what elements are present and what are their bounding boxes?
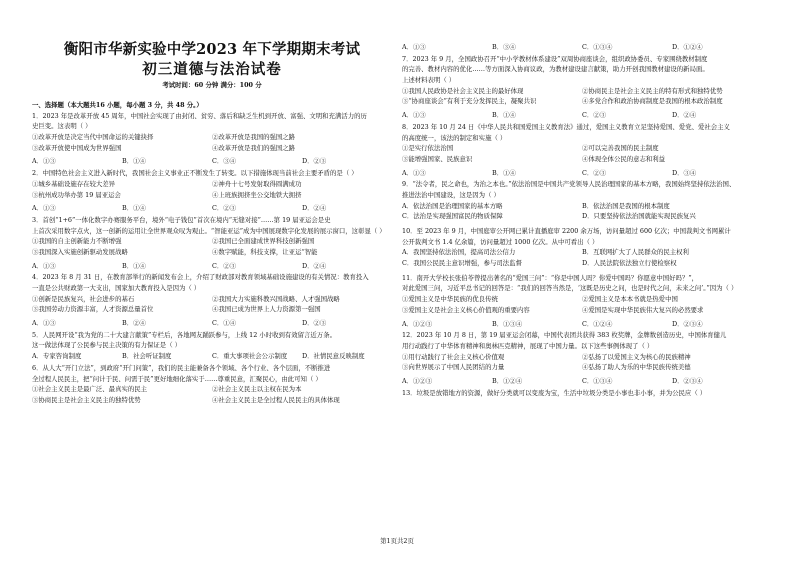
question-item	[32, 365, 392, 408]
statement-options	[402, 354, 762, 375]
question-text: 史巨变。这表明（ ）	[32, 122, 92, 131]
answer-choice: A．①③	[32, 261, 56, 270]
question-item	[32, 332, 392, 361]
statement-option: ②爱国主义是本本书就是热爱中国	[582, 295, 678, 304]
statement-options	[402, 296, 762, 317]
answer-choices	[32, 158, 392, 166]
answer-choice: D．②④	[302, 261, 327, 270]
statement-option: B．互联网扩大了人民群众的民主权利	[582, 248, 689, 257]
answer-choice: B．①④	[492, 168, 516, 177]
statement-option: ③“协商座谈会”有利于充分发挥民主，凝聚共识	[402, 97, 537, 106]
statement-option: C．法治是实现强国富民的物质保障	[402, 212, 503, 221]
question-item	[402, 390, 762, 398]
question-text: 10．至 2023 年 9 月，中国庭审公开网已累计直播庭审 2200 余万场，访问量超过 600 亿次；中国裁判文书网累计	[402, 227, 731, 235]
question-text: 的完善、教材内容的优化……等方面深入协商议政，为教材建设建言献策，助力开创我国教材建设的新局面。	[402, 65, 709, 74]
answer-choice: D．②③④	[672, 319, 703, 328]
question-text: 11．南开大学校长张伯苓曾提出著名的“爱国三问”：“你是中国人吗？你爱中国吗？你愿意中国好吗？”，	[402, 273, 698, 282]
statement-option: B．社会听证制度	[122, 352, 172, 361]
question-text: 推进法治中国建设，这是因为（ ）	[402, 190, 500, 199]
answer-choice: C．①④	[212, 319, 237, 328]
question-item	[402, 124, 762, 177]
question-text: 4．2023 年 8 月 31 日，在教育部举行的新闻发布会上，介绍了财政部对教育领域基础设施建设的有关情况：教育投入	[32, 273, 369, 282]
statement-option: ②协商民主是社会主义民主的特有形式和独特优势	[582, 86, 723, 95]
answer-choice: B．①④	[492, 111, 516, 120]
answer-choices	[32, 263, 392, 271]
statement-option: B．依法治国是我国的根本制度	[582, 201, 670, 210]
statement-option: ③我国深入实施创新驱动发展战略	[32, 247, 128, 256]
answer-choice: C．③④	[212, 157, 237, 166]
statement-option: C．我国公民民主意识增强，参与司法监督	[402, 259, 522, 268]
statement-options	[402, 249, 762, 270]
right-column	[402, 44, 762, 401]
section-heading: 一、选择题（本大题共16 小题，每小题 3 分，共 48 分。）	[32, 101, 203, 109]
exam-subtitle: 初三道德与法治试卷	[142, 61, 282, 78]
statement-options	[32, 386, 392, 407]
answer-choices	[32, 205, 392, 213]
answer-choice: A．①③	[32, 319, 56, 328]
question-text: 1．2023 年是改革开放 45 周年，中国社会实现了由封闭、贫穷、落后和缺乏生机到开放、富强、文明和充满活力的历	[32, 111, 367, 120]
statement-options	[402, 88, 762, 109]
statement-option: ④上班族拥挤坐公交地铁大拥挤	[212, 190, 302, 199]
question-text: 公开裁判文书 1.4 亿余篇，访问量超过 1000 亿次。从中可看出（ ）	[402, 237, 599, 246]
answer-choice: A．①②③	[402, 319, 433, 328]
statement-options	[402, 145, 762, 166]
answer-choice: B．①④	[122, 157, 146, 166]
answer-choice: A．①③	[32, 204, 56, 213]
statement-option: ③协商民主是社会主义民主的独特优势	[32, 395, 141, 404]
statement-option: ①创新是民族复兴，社会进步的基石	[32, 294, 135, 303]
answer-choice: D．②④	[302, 204, 327, 213]
statement-option: C．①③④	[582, 43, 613, 51]
statement-option: ④弘扬了助人为乐的中华民族传统美德	[582, 363, 691, 372]
answer-choices	[402, 170, 762, 178]
question-item	[32, 170, 392, 213]
answer-choice: D．②③	[302, 157, 327, 166]
statement-option: ①城乡基础设施存在较大差异	[32, 179, 116, 188]
question-item	[402, 228, 762, 271]
statement-option: A．我国坚持依法治国，提高司法公信力	[402, 248, 516, 257]
statement-option: A．①③	[402, 43, 426, 51]
statement-option: ①用行动践行了社会主义核心价值观	[402, 352, 505, 361]
question-text: 用行动践行了中华体育精神和奥林匹克精神，展现了中国力量。以下这些事例体现了（ ）	[402, 341, 654, 350]
question-text: 这一做法体现了公民参与民主决策的有力保证是（ ）	[32, 341, 182, 350]
left-column	[32, 98, 392, 412]
statement-option: ③杭州成功举办第 19 届亚运会	[32, 190, 121, 199]
statement-option: ④爱国是实现中华民族伟大复兴的必然要求	[582, 305, 704, 314]
statement-option: ④改革开放是我们的强国之路	[212, 143, 296, 152]
statement-option: ②可以完善我国的民主制度	[582, 144, 659, 153]
statement-option: ②神舟十七号发射取得圆满成功	[212, 179, 302, 188]
statement-option: ①改革开放是决定当代中国命运的关键抉择	[32, 133, 154, 142]
exam-title: 衡阳市华新实验中学2023 年下学期期末考试	[63, 41, 361, 58]
answer-choice: C．②③	[212, 204, 237, 213]
statement-option: ④社会主义民主是全过程人民民主的具体体现	[212, 395, 340, 404]
statement-option: ①是实行依法治国	[402, 144, 454, 153]
question-text: 5．人民网开设“我为党的二十大建言献策”专栏后，各地网友踊跃参与，上线 12 小时收到有效留言近万条。	[32, 330, 336, 339]
answer-choice: D．②④	[672, 111, 697, 120]
answer-choice: C．②③	[212, 261, 237, 270]
statement-option: ②弘扬了以爱国主义为核心的民族精神	[582, 352, 691, 361]
page-footer: 第1页共2页	[380, 537, 414, 545]
question-item	[402, 332, 762, 385]
answer-choice: A．①②③	[402, 376, 433, 385]
statement-option: ④体现全体公民的意志和利益	[582, 154, 666, 163]
question-item	[402, 44, 762, 52]
statement-option: D．社情民意反映制度	[302, 352, 365, 361]
statement-option: ③向世界展示了中国人民团结的力量	[402, 363, 505, 372]
statement-option: ②我国已全面建成世界科技创新强国	[212, 237, 315, 246]
answer-choices	[402, 321, 762, 329]
statement-options	[402, 44, 762, 52]
question-text: 对此爱国三问，习近平总书记的回答是：“我们的回答当然是，‘这既是历史之问，也是时代之问，未来之问’。”因为（ ）	[402, 284, 738, 293]
answer-choices	[402, 378, 762, 386]
question-item	[32, 274, 392, 327]
statement-option: ③能增强国家、民族意识	[402, 154, 473, 163]
question-text: 13．垃圾是放错地方的资源，做好分类就可以变废为宝，生活中垃圾分类是小事也非小事，并为公民应（ ）	[402, 388, 707, 397]
question-text: 8．2023 年 10 月 24 日《中华人民共和国爱国主义教育法》通过，爱国主义教育立足坚持爱国、爱党、爱社会主义	[402, 122, 730, 131]
answer-choice: A．①③	[32, 157, 56, 166]
question-item	[402, 56, 762, 120]
question-text: 7．2023 年 9 月，全国政协召开“中小学教材体系建设”双周协商座谈会，组织政协委员、专家围绕教材制度	[402, 54, 708, 63]
answer-choice: D．②③④	[672, 376, 703, 385]
statement-option: B．③④	[492, 43, 516, 51]
statement-option: ③改革开放使中国成为世界强国	[32, 143, 122, 152]
answer-choices	[402, 112, 762, 120]
question-text: 9．“法令者，民之命也，为治之本也。”依法治国是中国共产党领导人民治理国家的基本方略，我国始终坚持依法治国、	[402, 180, 736, 189]
statement-option: ①爱国主义是中华民族的优良传统	[402, 295, 498, 304]
statement-option: ②我国大力实施科教兴国战略、人才强国战略	[212, 294, 340, 303]
statement-option: D．人民法院依法独立行使检察权	[582, 259, 677, 268]
question-text: 上首次采用数字点火，这一创新的运用让全世界观众叹为观止。“智能亚运”成为中国展现数字化发展的展示窗口，这彰显（ ）	[32, 226, 386, 235]
question-text: 3．首创“1+6”一体化数字办赛服务平台，境外“电子钱包”首次在境内“无缝对接”……第 19 届亚运会是史	[32, 215, 331, 224]
statement-option: ②改革开放是我国的强国之路	[212, 133, 296, 142]
statement-option: ②社会主义民主以主权在民为本	[212, 385, 302, 394]
question-text: 上述材料表明（ ）	[402, 76, 456, 85]
answer-choice: C．①②④	[582, 319, 613, 328]
statement-options	[32, 134, 392, 155]
title-block	[32, 40, 392, 90]
answer-choice: B．②④	[122, 319, 146, 328]
answer-choice: D．②③	[302, 319, 327, 328]
question-text: 12．2023 年 10 月 8 日，第 19 届亚运会闭幕，中国代表团共获得 383 枚奖牌，金牌数创造历史，中国体育健儿	[402, 331, 727, 340]
answer-choice: A．①③	[402, 111, 426, 120]
answer-choice: B．①④	[122, 204, 146, 213]
statement-option: ④多党合作和政治协商制度是我国的根本政治制度	[582, 97, 723, 106]
answer-choice: D．③④	[672, 168, 697, 177]
question-item	[32, 113, 392, 166]
answer-choice: B．①③④	[492, 319, 523, 328]
statement-option: ③爱国主义是社会主义核心价值观的重要内容	[402, 305, 530, 314]
statement-option: ④数字赋能，科技支撑，让亚运“智能	[212, 247, 318, 256]
statement-option: D．①②④	[672, 43, 703, 51]
statement-option: ④我国已成为世界上人力资源第一强国	[212, 305, 321, 314]
question-text: 2．中国特色社会主义进入新时代，我国社会主义事业正不断发生了转变。以下措施体现当前社会主要矛盾的是（ ）	[32, 169, 358, 178]
statement-option: ①我国的自主创新能力不断增强	[32, 237, 122, 246]
question-item	[402, 181, 762, 224]
answer-choice: C．②③	[582, 168, 607, 177]
question-text: 的高度统一，该法的制定和实施（ ）	[402, 133, 507, 142]
answer-choice: A．①③	[402, 168, 426, 177]
statement-option: C．重大事项社会公示制度	[212, 352, 288, 361]
statement-option: ①我国人民政协是社会主义民主的最好体现	[402, 86, 524, 95]
answer-choices	[32, 320, 392, 328]
statement-options	[32, 353, 392, 361]
statement-option: A．专家咨询制度	[32, 352, 82, 361]
statement-options	[32, 181, 392, 202]
statement-options	[32, 238, 392, 259]
statement-options	[402, 203, 762, 224]
question-item	[402, 275, 762, 328]
answer-choice: B．①②④	[492, 376, 523, 385]
statement-option: ③我国劳动力资源丰富，人才资源总量首位	[32, 305, 154, 314]
statement-options	[32, 296, 392, 317]
answer-choice: B．①④	[122, 261, 146, 270]
question-item	[32, 217, 392, 270]
question-text: 一直是公共财政第一大支出，国家加大教育投入是因为（ ）	[32, 284, 201, 292]
statement-option: A．依法治国是治理国家的基本方略	[402, 201, 503, 210]
question-text: 全过程人民民主，把“问计于民、问需于民”更好地细化落实于……尊重民意，汇聚民心，由此可知（ ）	[32, 374, 322, 383]
statement-option: D．只要坚持依法治国就能实现民族复兴	[582, 212, 696, 221]
question-text: 6．从人大“开门立法”，到政府“开门问策”，我们的民主能兼备各个领域、各个行业、各个层面，不断推进	[32, 363, 331, 372]
answer-choice: C．①③④	[582, 376, 613, 385]
statement-option: ①社会主义民主是最广泛、最真实的民主	[32, 385, 148, 394]
answer-choice: C．②③	[582, 111, 607, 120]
exam-meta: 考试时间：60 分钟 满分：100 分	[162, 81, 262, 89]
